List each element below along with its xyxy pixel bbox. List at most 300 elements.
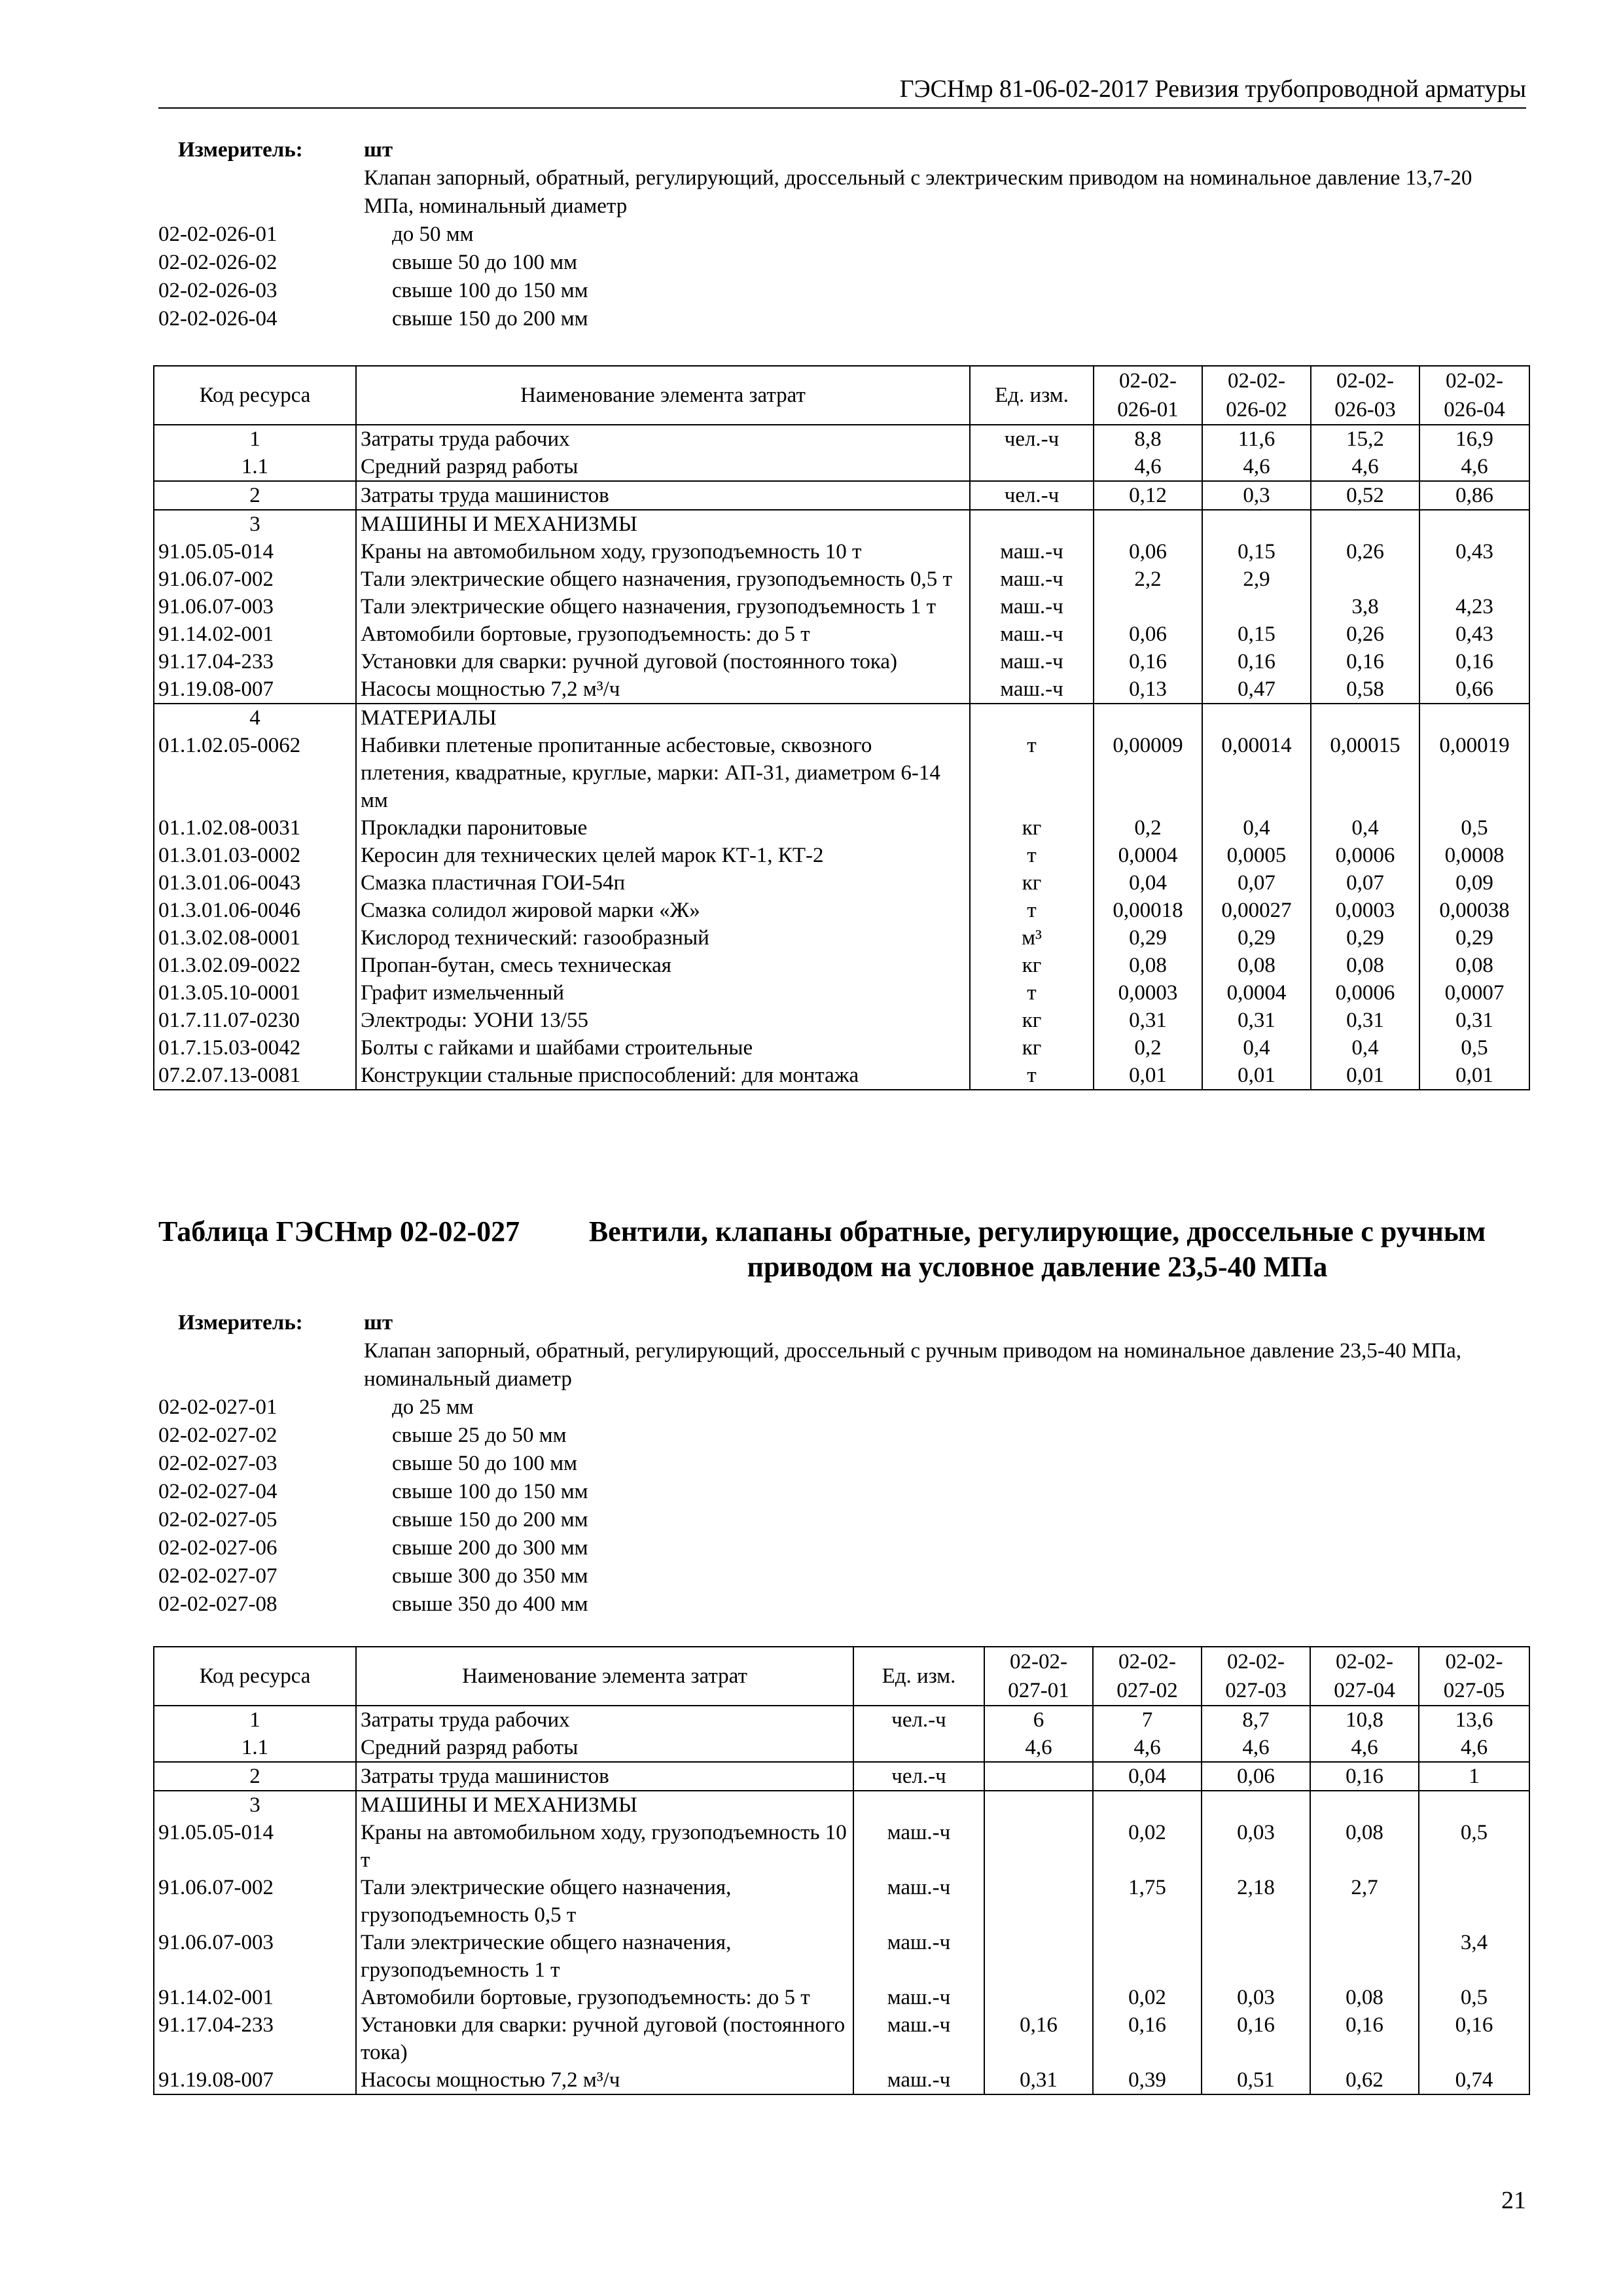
cell-value: 0,16 <box>984 2011 1093 2066</box>
code-id: 02-02-026-02 <box>158 251 277 274</box>
cell-unit: маш.-ч <box>970 593 1094 620</box>
cell-code: 01.1.02.05-0062 <box>154 732 356 814</box>
cell-value <box>984 1791 1093 1819</box>
cell-code: 91.06.07-003 <box>154 1929 356 1984</box>
code-text: до 25 мм <box>392 1395 474 1419</box>
code-id: 02-02-027-02 <box>158 1424 277 1447</box>
cell-unit: кг <box>970 1007 1094 1034</box>
table-body <box>154 1706 1529 2094</box>
cell-value: 0,16 <box>1093 2011 1202 2066</box>
cell-code: 3 <box>154 510 356 538</box>
cell-value: 3,4 <box>1419 1929 1529 1984</box>
cell-value: 0,16 <box>1310 2011 1419 2066</box>
table-header <box>154 1647 1529 1706</box>
cell-code: 3 <box>154 1791 356 1819</box>
code-text: свыше 150 до 200 мм <box>392 307 588 331</box>
cell-value: 0,0007 <box>1419 979 1529 1007</box>
code-row <box>158 1478 1526 1506</box>
cell-name: Средний разряд работы <box>356 453 970 481</box>
cell-value: 4,6 <box>1419 1734 1529 1762</box>
cell-value: 4,23 <box>1419 593 1529 620</box>
cell-code: 01.3.01.06-0046 <box>154 897 356 924</box>
table-row <box>154 979 1529 1007</box>
cell-value <box>984 1762 1093 1791</box>
cell-value: 10,8 <box>1310 1706 1419 1734</box>
cell-name: Автомобили бортовые, грузоподъемность: до 5 т <box>356 1984 853 2011</box>
cell-value: 1 <box>1419 1762 1529 1791</box>
cell-value: 2,9 <box>1202 565 1311 593</box>
cell-value: 4,6 <box>1419 453 1529 481</box>
header-code: Код ресурса <box>154 366 356 425</box>
cell-value: 0,08 <box>1094 952 1202 979</box>
cell-code: 01.7.11.07-0230 <box>154 1007 356 1034</box>
cell-value: 0,08 <box>1310 1819 1419 1874</box>
cell-unit: чел.-ч <box>970 481 1094 510</box>
cell-code: 91.14.02-001 <box>154 1984 356 2011</box>
cell-unit: маш.-ч <box>853 1929 984 1984</box>
code-text: свыше 25 до 50 мм <box>392 1424 567 1447</box>
cell-unit: чел.-ч <box>853 1706 984 1734</box>
cell-name: Тали электрические общего назначения, грузоподъемность 0,5 т <box>356 1874 853 1929</box>
cell-name: Установки для сварки: ручной дуговой (постоянного тока) <box>356 648 970 675</box>
cell-unit <box>970 453 1094 481</box>
measure-label: Измеритель: <box>178 138 303 162</box>
resource-table-1 <box>153 365 1530 1090</box>
cell-name: Электроды: УОНИ 13/55 <box>356 1007 970 1034</box>
table-row <box>154 481 1529 510</box>
cell-name: Конструкции стальные приспособлений: для монтажа <box>356 1062 970 1090</box>
cell-code: 91.06.07-002 <box>154 1874 356 1929</box>
cell-value: 0,0004 <box>1202 979 1311 1007</box>
cell-value <box>1311 510 1419 538</box>
cell-value: 0,2 <box>1094 1034 1202 1062</box>
cell-value: 4,6 <box>1310 1734 1419 1762</box>
cell-value: 0,31 <box>1311 1007 1419 1034</box>
cell-value: 0,26 <box>1311 538 1419 565</box>
code-text: свыше 300 до 350 мм <box>392 1564 588 1588</box>
cell-name: МАТЕРИАЛЫ <box>356 704 970 732</box>
table-row <box>154 675 1529 704</box>
cell-code: 2 <box>154 481 356 510</box>
cell-value: 0,0005 <box>1202 842 1311 869</box>
cell-unit: т <box>970 979 1094 1007</box>
table-row <box>154 1706 1529 1734</box>
header-column: 02-02- 027-03 <box>1202 1647 1310 1706</box>
cell-code: 01.1.02.08-0031 <box>154 814 356 842</box>
cell-value <box>1310 1929 1419 1984</box>
code-row <box>158 305 1526 333</box>
measure-label: Измеритель: <box>178 1311 303 1335</box>
cell-code: 01.3.02.09-0022 <box>154 952 356 979</box>
code-text: свыше 50 до 100 мм <box>392 1452 578 1475</box>
cell-unit <box>853 1791 984 1819</box>
cell-value: 0,04 <box>1093 1762 1202 1791</box>
cell-unit: маш.-ч <box>970 620 1094 648</box>
table-row <box>154 1762 1529 1791</box>
code-text: свыше 350 до 400 мм <box>392 1592 588 1616</box>
code-id: 02-02-027-01 <box>158 1395 277 1419</box>
cell-value <box>1202 1791 1310 1819</box>
header-unit: Ед. изм. <box>970 366 1094 425</box>
cell-value: 3,8 <box>1311 593 1419 620</box>
cell-value: 0,01 <box>1419 1062 1529 1090</box>
cell-value: 0,13 <box>1094 675 1202 704</box>
cell-value: 0,09 <box>1419 869 1529 897</box>
cell-value: 0,4 <box>1202 814 1311 842</box>
cell-value <box>1311 565 1419 593</box>
code-row <box>158 1450 1526 1478</box>
cell-value: 0,16 <box>1202 648 1311 675</box>
cell-name: Смазка пластичная ГОИ-54п <box>356 869 970 897</box>
cell-value <box>1311 704 1419 732</box>
cell-unit: м³ <box>970 924 1094 952</box>
cell-value: 2,7 <box>1310 1874 1419 1929</box>
page-number: 21 <box>1501 2187 1526 2214</box>
cell-value: 0,00038 <box>1419 897 1529 924</box>
header-name: Наименование элемента затрат <box>356 366 970 425</box>
cell-value: 0,26 <box>1311 620 1419 648</box>
table-row <box>154 814 1529 842</box>
table-row <box>154 1929 1529 1984</box>
cell-value: 15,2 <box>1311 425 1419 453</box>
cell-value: 0,4 <box>1311 814 1419 842</box>
cell-value: 16,9 <box>1419 425 1529 453</box>
table-row <box>154 425 1529 453</box>
table-body <box>154 425 1529 1090</box>
header-column: 02-02- 026-02 <box>1202 366 1311 425</box>
cell-name: Затраты труда машинистов <box>356 1762 853 1791</box>
cell-code: 1 <box>154 425 356 453</box>
cell-value <box>1202 593 1311 620</box>
code-id: 02-02-027-05 <box>158 1508 277 1532</box>
cell-code: 01.3.02.08-0001 <box>154 924 356 952</box>
cell-unit: т <box>970 732 1094 814</box>
cell-value: 0,43 <box>1419 620 1529 648</box>
cell-value: 0,00014 <box>1202 732 1311 814</box>
cell-name: Краны на автомобильном ходу, грузоподъемность 10 т <box>356 538 970 565</box>
cell-value: 0,01 <box>1311 1062 1419 1090</box>
table-row <box>154 1984 1529 2011</box>
cell-value: 0,31 <box>1419 1007 1529 1034</box>
cell-value: 0,06 <box>1202 1762 1310 1791</box>
header-name: Наименование элемента затрат <box>356 1647 853 1706</box>
cell-value: 4,6 <box>984 1734 1093 1762</box>
cell-unit: кг <box>970 869 1094 897</box>
cell-unit <box>970 704 1094 732</box>
cell-value: 0,16 <box>1419 2011 1529 2066</box>
cell-code: 91.05.05-014 <box>154 538 356 565</box>
code-row <box>158 1590 1526 1619</box>
cell-value: 0,3 <box>1202 481 1311 510</box>
code-id: 02-02-027-06 <box>158 1536 277 1560</box>
cell-value: 0,16 <box>1310 1762 1419 1791</box>
table-title: Вентили, клапаны обратные, регулирующие, дроссельные с ручным приводом на условное давление 23,5-40 МПа <box>588 1215 1486 1283</box>
cell-unit: маш.-ч <box>853 2066 984 2094</box>
code-row <box>158 277 1526 305</box>
cell-code: 1.1 <box>154 453 356 481</box>
cell-value: 4,6 <box>1093 1734 1202 1762</box>
cell-value: 0,0003 <box>1311 897 1419 924</box>
cell-value <box>984 1874 1093 1929</box>
cell-value <box>1094 593 1202 620</box>
cell-value: 0,66 <box>1419 675 1529 704</box>
cell-value: 0,03 <box>1202 1984 1310 2011</box>
cell-value: 0,06 <box>1094 538 1202 565</box>
cell-value: 0,02 <box>1093 1819 1202 1874</box>
cell-code: 01.3.01.03-0002 <box>154 842 356 869</box>
cell-value <box>1094 704 1202 732</box>
cell-value: 0,29 <box>1202 924 1311 952</box>
cell-value <box>984 1929 1093 1984</box>
table-row <box>154 842 1529 869</box>
cell-value: 0,00019 <box>1419 732 1529 814</box>
code-row <box>158 1562 1526 1590</box>
cell-value: 0,5 <box>1419 1034 1529 1062</box>
cell-code: 91.19.08-007 <box>154 2066 356 2094</box>
cell-value: 0,02 <box>1093 1984 1202 2011</box>
cell-value: 6 <box>984 1706 1093 1734</box>
cell-code: 91.14.02-001 <box>154 620 356 648</box>
cell-value: 0,31 <box>1202 1007 1311 1034</box>
cell-unit: маш.-ч <box>970 538 1094 565</box>
cell-code: 01.3.05.10-0001 <box>154 979 356 1007</box>
table-row <box>154 2011 1529 2066</box>
cell-value: 0,29 <box>1094 924 1202 952</box>
cell-name: Затраты труда рабочих <box>356 425 970 453</box>
cell-value <box>1419 704 1529 732</box>
code-list <box>158 1393 1526 1619</box>
cell-value: 0,86 <box>1419 481 1529 510</box>
cell-value: 0,31 <box>1094 1007 1202 1034</box>
page-header <box>158 73 1526 109</box>
cell-value: 1,75 <box>1093 1874 1202 1929</box>
cell-name: Кислород технический: газообразный <box>356 924 970 952</box>
cell-value: 0,31 <box>984 2066 1093 2094</box>
cell-unit: т <box>970 842 1094 869</box>
cell-value: 0,43 <box>1419 538 1529 565</box>
cell-code: 1 <box>154 1706 356 1734</box>
table-row <box>154 648 1529 675</box>
cell-name: Краны на автомобильном ходу, грузоподъемность 10 т <box>356 1819 853 1874</box>
code-id: 02-02-026-03 <box>158 279 277 302</box>
cell-unit: маш.-ч <box>970 565 1094 593</box>
header-column: 02-02- 026-04 <box>1419 366 1529 425</box>
cell-value: 0,52 <box>1311 481 1419 510</box>
code-text: свыше 150 до 200 мм <box>392 1508 588 1532</box>
cell-name: Установки для сварки: ручной дуговой (постоянного тока) <box>356 2011 853 2066</box>
measure-description: Клапан запорный, обратный, регулирующий, дроссельный с электрическим приводом на номинальное давление 13,7-20 МПа, номинальный диаметр <box>364 166 1472 218</box>
cell-value <box>1094 510 1202 538</box>
cell-value: 0,07 <box>1202 869 1311 897</box>
code-row <box>158 249 1526 277</box>
cell-name: Средний разряд работы <box>356 1734 853 1762</box>
header-column: 02-02- 026-03 <box>1311 366 1419 425</box>
table-row <box>154 924 1529 952</box>
cell-value: 0,29 <box>1311 924 1419 952</box>
cell-unit: маш.-ч <box>970 675 1094 704</box>
cell-value: 0,00018 <box>1094 897 1202 924</box>
cell-unit: т <box>970 1062 1094 1090</box>
cell-value <box>1093 1929 1202 1984</box>
header-column: 02-02- 027-02 <box>1093 1647 1202 1706</box>
header-column: 02-02- 027-01 <box>984 1647 1093 1706</box>
cell-unit: чел.-ч <box>853 1762 984 1791</box>
table-row <box>154 732 1529 814</box>
cell-value: 0,0006 <box>1311 842 1419 869</box>
cell-value: 0,16 <box>1419 648 1529 675</box>
cell-code: 91.19.08-007 <box>154 675 356 704</box>
cell-name: Затраты труда машинистов <box>356 481 970 510</box>
cell-name: Насосы мощностью 7,2 м³/ч <box>356 2066 853 2094</box>
cell-value: 0,4 <box>1311 1034 1419 1062</box>
table-row <box>154 704 1529 732</box>
cell-value: 0,62 <box>1310 2066 1419 2094</box>
resource-table-2 <box>153 1646 1530 2095</box>
cell-code: 01.3.01.06-0043 <box>154 869 356 897</box>
cell-value: 0,39 <box>1093 2066 1202 2094</box>
code-text: свыше 50 до 100 мм <box>392 251 578 274</box>
cell-value: 0,0003 <box>1094 979 1202 1007</box>
code-id: 02-02-027-07 <box>158 1564 277 1588</box>
table-row <box>154 869 1529 897</box>
cell-value: 0,04 <box>1094 869 1202 897</box>
table-row <box>154 1874 1529 1929</box>
table-row <box>154 2066 1529 2094</box>
header-column: 02-02- 027-05 <box>1419 1647 1529 1706</box>
cell-name: Болты с гайками и шайбами строительные <box>356 1034 970 1062</box>
cell-value: 0,58 <box>1311 675 1419 704</box>
cell-name: Прокладки паронитовые <box>356 814 970 842</box>
code-id: 02-02-026-01 <box>158 223 277 246</box>
header-column: 02-02- 027-04 <box>1310 1647 1419 1706</box>
cell-value: 4,6 <box>1202 1734 1310 1762</box>
cell-value: 0,12 <box>1094 481 1202 510</box>
cell-value: 4,6 <box>1094 453 1202 481</box>
cell-value: 8,7 <box>1202 1706 1310 1734</box>
code-id: 02-02-027-04 <box>158 1480 277 1503</box>
cell-value: 0,00015 <box>1311 732 1419 814</box>
code-text: свыше 100 до 150 мм <box>392 279 588 302</box>
table-row <box>154 593 1529 620</box>
cell-value: 2,18 <box>1202 1874 1310 1929</box>
cell-value: 0,16 <box>1094 648 1202 675</box>
table-row <box>154 1062 1529 1090</box>
code-row <box>158 1506 1526 1534</box>
cell-value: 0,47 <box>1202 675 1311 704</box>
cell-name: Смазка солидол жировой марки «Ж» <box>356 897 970 924</box>
cell-unit: кг <box>970 814 1094 842</box>
header-column: 02-02- 026-01 <box>1094 366 1202 425</box>
code-text: до 50 мм <box>392 223 474 246</box>
cell-value: 0,15 <box>1202 538 1311 565</box>
cell-value: 0,08 <box>1311 952 1419 979</box>
cell-unit: маш.-ч <box>853 2011 984 2066</box>
cell-value: 0,0008 <box>1419 842 1529 869</box>
cell-value <box>1419 1874 1529 1929</box>
cell-unit: чел.-ч <box>970 425 1094 453</box>
measure-block-1 <box>158 136 1526 333</box>
cell-unit: маш.-ч <box>853 1984 984 2011</box>
cell-value: 0,5 <box>1419 814 1529 842</box>
table-row <box>154 897 1529 924</box>
cell-name: Тали электрические общего назначения, грузоподъемность 1 т <box>356 593 970 620</box>
code-row <box>158 1422 1526 1450</box>
code-id: 02-02-026-04 <box>158 307 277 331</box>
cell-name: Автомобили бортовые, грузоподъемность: до 5 т <box>356 620 970 648</box>
cell-value: 0,16 <box>1202 2011 1310 2066</box>
cell-value: 0,01 <box>1094 1062 1202 1090</box>
cell-value <box>1310 1791 1419 1819</box>
header-title: ГЭСНмр 81-06-02-2017 Ревизия трубопроводной арматуры <box>899 75 1526 103</box>
table-title-block <box>158 1214 1526 1286</box>
cell-value: 2,2 <box>1094 565 1202 593</box>
cell-code: 07.2.07.13-0081 <box>154 1062 356 1090</box>
table-row <box>154 1034 1529 1062</box>
cell-name: Набивки плетеные пропитанные асбестовые, сквозного плетения, квадратные, круглые, марки: АП-31, диаметром 6-14 мм <box>356 732 970 814</box>
cell-code: 4 <box>154 704 356 732</box>
cell-value: 0,29 <box>1419 924 1529 952</box>
table-row <box>154 510 1529 538</box>
cell-name: Тали электрические общего назначения, грузоподъемность 1 т <box>356 1929 853 1984</box>
cell-value: 0,08 <box>1419 952 1529 979</box>
cell-code: 91.05.05-014 <box>154 1819 356 1874</box>
code-id: 02-02-027-03 <box>158 1452 277 1475</box>
cell-value: 0,07 <box>1311 869 1419 897</box>
cell-value: 7 <box>1093 1706 1202 1734</box>
table-header <box>154 366 1529 425</box>
header-unit: Ед. изм. <box>853 1647 984 1706</box>
cell-unit: т <box>970 897 1094 924</box>
cell-value <box>984 1984 1093 2011</box>
cell-code: 91.17.04-233 <box>154 2011 356 2066</box>
cell-value <box>1093 1791 1202 1819</box>
cell-name: Пропан-бутан, смесь техническая <box>356 952 970 979</box>
cell-value: 0,06 <box>1094 620 1202 648</box>
cell-name: Керосин для технических целей марок КТ-1, КТ-2 <box>356 842 970 869</box>
table-row <box>154 1819 1529 1874</box>
cell-value: 0,5 <box>1419 1819 1529 1874</box>
table-label: Таблица ГЭСНмр 02-02-027 <box>158 1215 520 1247</box>
cell-value <box>1419 510 1529 538</box>
table-row <box>154 538 1529 565</box>
measure-block-2 <box>158 1309 1526 1619</box>
cell-value: 0,03 <box>1202 1819 1310 1874</box>
header-code: Код ресурса <box>154 1647 356 1706</box>
cell-unit <box>853 1734 984 1762</box>
code-list <box>158 221 1526 333</box>
cell-value: 4,6 <box>1311 453 1419 481</box>
code-text: свыше 100 до 150 мм <box>392 1480 588 1503</box>
cell-unit: маш.-ч <box>970 648 1094 675</box>
code-text: свыше 200 до 300 мм <box>392 1536 588 1560</box>
measure-row <box>158 136 1526 164</box>
measure-description: Клапан запорный, обратный, регулирующий, дроссельный с ручным приводом на номинальное давление 23,5-40 МПа, номинальный диаметр <box>364 1339 1462 1391</box>
cell-name: Затраты труда рабочих <box>356 1706 853 1734</box>
cell-name: Насосы мощностью 7,2 м³/ч <box>356 675 970 704</box>
cell-value <box>1202 510 1311 538</box>
cell-unit: маш.-ч <box>853 1874 984 1929</box>
cell-value: 4,6 <box>1202 453 1311 481</box>
cell-unit: маш.-ч <box>853 1819 984 1874</box>
cell-name: Графит измельченный <box>356 979 970 1007</box>
cell-value: 11,6 <box>1202 425 1311 453</box>
code-row <box>158 1534 1526 1562</box>
cell-code: 01.7.15.03-0042 <box>154 1034 356 1062</box>
cell-value <box>1202 704 1311 732</box>
cell-value: 0,0006 <box>1311 979 1419 1007</box>
cell-code: 2 <box>154 1762 356 1791</box>
cell-value: 0,08 <box>1202 952 1311 979</box>
